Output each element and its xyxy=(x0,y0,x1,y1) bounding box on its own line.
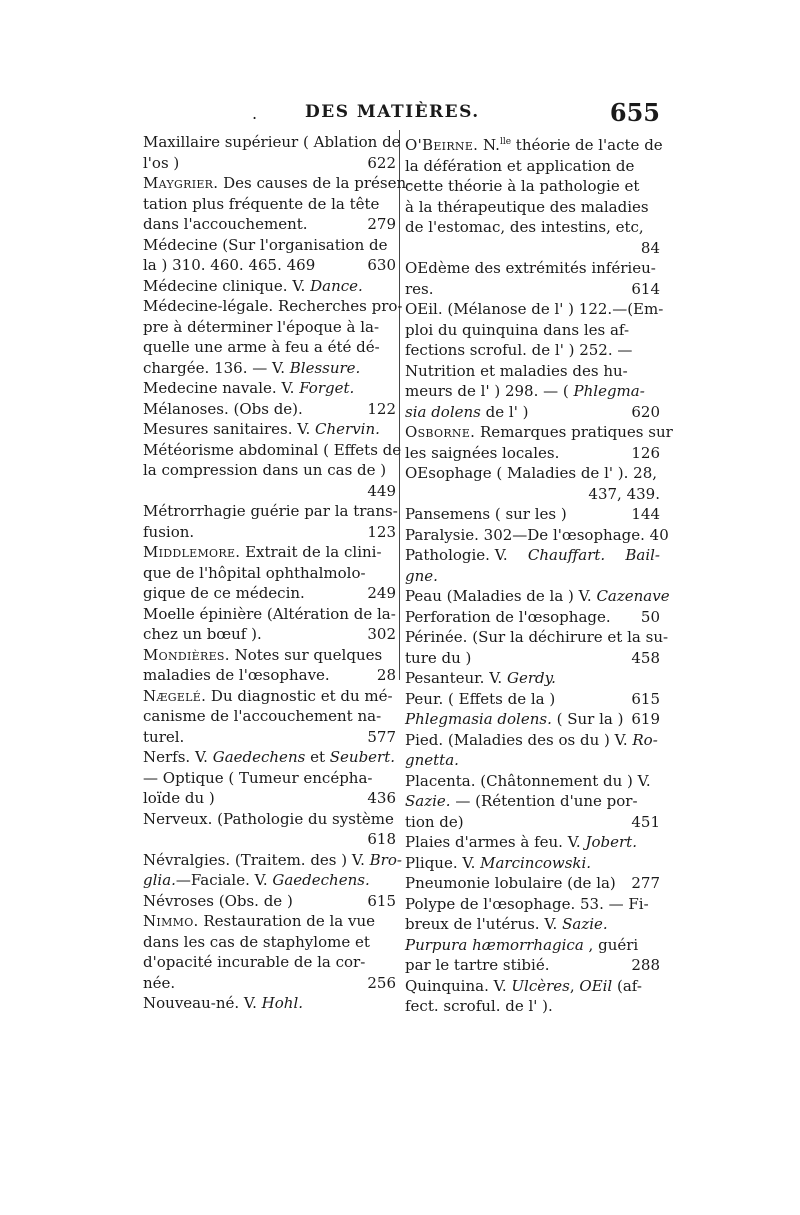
entry-page: 630 xyxy=(367,256,396,274)
index-entry xyxy=(405,525,669,546)
index-entry xyxy=(405,894,660,935)
index-entry xyxy=(405,668,660,689)
index-entry xyxy=(143,911,396,993)
cross-reference: Bail- xyxy=(625,546,660,564)
entry-page: 123 xyxy=(367,522,396,541)
cross-reference: Purpura hæmorrhagica xyxy=(405,935,584,954)
entry-text: Plaies d'armes à feu. V. xyxy=(405,833,586,851)
entry-text: , xyxy=(569,976,580,995)
author-name: Middlemore. xyxy=(143,543,241,561)
entry-page: 451 xyxy=(631,812,660,831)
entry-page: 277 xyxy=(631,874,660,892)
entry-text: pre à déterminer l'époque à la- xyxy=(143,317,380,336)
entry-text: Placenta. (Châtonnement du ) V. xyxy=(405,771,651,790)
entry-text: Maxillaire supérieur ( Ablation de xyxy=(143,133,401,151)
index-entry xyxy=(143,276,396,297)
entry-text: Pesanteur. V. xyxy=(405,669,507,687)
entry-text: quelle une arme à feu a été dé- xyxy=(143,338,380,356)
index-entry xyxy=(143,891,396,912)
entry-text: Du diagnostic et du mé- xyxy=(206,686,393,705)
entry-text: (af- xyxy=(612,976,642,995)
index-entry xyxy=(405,832,660,853)
index-entry xyxy=(143,604,396,645)
entry-text: Extrait de la clini- xyxy=(240,543,382,561)
header-title: DES MATIÈRES. xyxy=(305,102,480,122)
entry-text: Des causes de la présen- xyxy=(218,174,412,192)
cross-reference: Hohl. xyxy=(261,994,304,1012)
entry-text: ture du ) xyxy=(405,648,472,667)
index-entry xyxy=(405,709,660,730)
entry-text: maladies de l'œsophave. xyxy=(143,666,330,684)
header-dot: . xyxy=(252,104,258,123)
entry-text: la ) 310. 460. 465. 469 xyxy=(143,256,316,274)
superscript: lle xyxy=(499,137,512,147)
index-entry xyxy=(143,132,401,173)
index-entry xyxy=(143,542,396,604)
index-entry xyxy=(405,258,660,299)
cross-reference: Gaedechens xyxy=(212,748,306,766)
index-entry xyxy=(405,689,660,710)
cross-reference: Marcincowski. xyxy=(480,853,592,872)
entry-text: loïde du ) xyxy=(143,789,215,807)
entry-text: N. xyxy=(478,136,500,154)
entry-page: 449 xyxy=(367,481,396,500)
entry-text: Nouveau-né. V. xyxy=(143,994,262,1012)
index-entry xyxy=(143,850,402,891)
entry-text: Pathologie. V. xyxy=(405,546,508,564)
entry-text: Peau (Maladies de la ) V. xyxy=(405,587,597,605)
cross-reference: Blessure. xyxy=(289,358,361,377)
entry-text: turel. xyxy=(143,727,185,746)
entry-text: Perforation de l'œsophage. xyxy=(405,607,611,626)
entry-text: Pansemens ( sur les ) xyxy=(405,505,567,523)
index-entry xyxy=(143,235,396,276)
entry-text: OEdème des extrémités inférieu- xyxy=(405,259,656,277)
entry-text: tion de) xyxy=(405,812,464,831)
index-entry xyxy=(405,132,663,258)
entry-text: breux de l'utérus. V. xyxy=(405,915,563,933)
entry-text: — Optique ( Tumeur encépha- xyxy=(143,768,373,787)
cross-reference: glia. xyxy=(143,871,176,889)
index-entry xyxy=(143,747,396,768)
entry-text: Mélanoses. (Obs de). xyxy=(143,399,303,418)
index-entry xyxy=(405,730,660,771)
cross-reference: sia dolens xyxy=(405,402,481,421)
entry-text: de l'estomac, des intestins, etc, xyxy=(405,218,644,236)
entry-text: —Faciale. V. xyxy=(175,871,273,889)
author-name: Nægelé. xyxy=(143,686,207,705)
author-name: Maygrier. xyxy=(143,174,219,192)
index-entry xyxy=(405,504,660,525)
index-entry xyxy=(405,627,669,668)
entry-text: Polype de l'œsophage. 53. — Fi- xyxy=(405,894,649,913)
entry-page: 615 xyxy=(631,689,660,708)
page-number: 655 xyxy=(609,98,660,127)
entry-text: OEil. (Mélanose de l' ) 122.—(Em- xyxy=(405,300,664,318)
index-entry xyxy=(405,853,660,874)
index-entry xyxy=(143,399,396,420)
entry-pages: 437, 439. xyxy=(588,484,660,503)
index-entry xyxy=(405,299,664,422)
entry-text: Névralgies. (Traitem. des ) V. xyxy=(143,850,370,869)
entry-text: meurs de l' ) 298. — ( xyxy=(405,382,574,400)
entry-page: 279 xyxy=(367,215,396,233)
entry-page: 620 xyxy=(631,402,660,421)
entry-text: Restauration de la vue xyxy=(198,912,376,930)
entry-text: — (Rétention d'une por- xyxy=(450,792,638,810)
cross-reference: Seubert. xyxy=(329,748,396,766)
index-entry xyxy=(143,378,396,399)
index-entry xyxy=(405,873,660,894)
entry-page: 615 xyxy=(367,891,396,910)
entry-text: chez un bœuf ). xyxy=(143,625,262,643)
entry-text: Notes sur quelques xyxy=(229,645,383,664)
cross-reference: Ro- xyxy=(632,730,658,749)
entry-text: Nutrition et maladies des hu- xyxy=(405,361,628,380)
entry-text: par le tartre stibié. xyxy=(405,956,550,974)
index-entry xyxy=(143,645,396,686)
entry-text: chargée. 136. — V. xyxy=(143,358,290,377)
cross-reference: Gerdy. xyxy=(506,669,556,687)
entry-page: 126 xyxy=(631,443,660,462)
entry-page: 618 xyxy=(367,830,396,848)
index-entry xyxy=(143,993,396,1014)
entry-text: Névroses (Obs. de ) xyxy=(143,891,293,910)
entry-text: dans les cas de staphylome et xyxy=(143,932,370,951)
entry-page: 249 xyxy=(367,584,396,602)
entry-text: les saignées locales. xyxy=(405,443,560,462)
author-name: Mondières. xyxy=(143,645,230,664)
cross-reference: Dance. xyxy=(310,276,363,295)
index-entry xyxy=(405,586,670,607)
entry-text: cette théorie à la pathologie et xyxy=(405,177,640,195)
entry-text: Médecine (Sur l'organisation de xyxy=(143,235,388,254)
entry-text: tation plus fréquente de la tête xyxy=(143,194,380,213)
entry-text: , guéri xyxy=(583,935,639,954)
entry-page: 288 xyxy=(631,956,660,974)
index-entry xyxy=(143,440,402,502)
entry-page: 622 xyxy=(367,153,396,172)
entry-text: dans l'accouchement. xyxy=(143,215,308,233)
entry-text: et xyxy=(305,748,330,766)
cross-reference: Phlegmasia dolens. xyxy=(405,710,552,728)
entry-text: théorie de l'acte de xyxy=(511,136,663,154)
cross-reference: Sazie. xyxy=(562,915,608,933)
entry-text: de l' ) xyxy=(480,402,529,421)
cross-reference: Phlegma- xyxy=(573,382,645,400)
entry-text: fections scroful. de l' ) 252. — xyxy=(405,341,633,359)
index-column-left xyxy=(143,132,412,1014)
entry-text: res. xyxy=(405,279,434,298)
entry-page: 619 xyxy=(631,710,660,728)
entry-text: la défération et application de xyxy=(405,156,635,175)
author-name: O'Beirne. xyxy=(405,136,479,154)
index-entry xyxy=(405,935,660,976)
entry-text: Paralysie. 302—De l'œsophage. 40 xyxy=(405,525,669,544)
cross-reference: Sazie. xyxy=(405,792,451,810)
entry-text: à la thérapeutique des maladies xyxy=(405,197,649,216)
index-column-right xyxy=(405,132,673,1017)
index-entry xyxy=(405,422,673,463)
entry-page: 50 xyxy=(640,607,660,626)
index-entry xyxy=(143,809,396,850)
entry-text: que de l'hôpital ophthalmolo- xyxy=(143,563,366,582)
index-entry xyxy=(405,976,660,1017)
cross-reference: Ulcères xyxy=(511,976,570,995)
entry-page: 84 xyxy=(640,238,660,257)
author-name: Osborne. xyxy=(405,423,476,441)
cross-reference: Cazenave xyxy=(596,587,670,605)
author-name: Nimmo. xyxy=(143,912,199,930)
entry-text: Météorisme abdominal ( Effets de xyxy=(143,440,402,459)
entry-text: canisme de l'accouchement na- xyxy=(143,707,382,725)
column-divider xyxy=(399,130,400,680)
index-entry xyxy=(405,771,660,833)
entry-text: Médecine clinique. V. xyxy=(143,276,311,295)
entry-text: OEsophage ( Maladies de l' ). 28, xyxy=(405,464,658,482)
entry-text: la compression dans un cas de ) xyxy=(143,461,387,479)
cross-reference: gnetta. xyxy=(405,751,459,769)
entry-page: 122 xyxy=(367,399,396,418)
entry-text: fect. scroful. de l' ). xyxy=(405,997,553,1015)
entry-text: Mesures sanitaires. V. xyxy=(143,420,316,438)
entry-text: Remarques pratiques sur xyxy=(475,423,673,441)
cross-reference: Chauffart. xyxy=(527,546,606,564)
cross-reference: Forget. xyxy=(299,379,355,397)
entry-text: Médecine-légale. Recherches pro- xyxy=(143,297,403,315)
entry-page: 144 xyxy=(631,505,660,523)
entry-page: 458 xyxy=(631,648,660,667)
index-entry xyxy=(143,501,396,542)
entry-text: Quinquina. V. xyxy=(405,976,512,995)
entry-text: d'opacité incurable de la cor- xyxy=(143,953,366,971)
entry-text: l'os ) xyxy=(143,153,180,172)
entry-text: née. xyxy=(143,973,176,992)
cross-reference: Bro- xyxy=(369,850,402,869)
entry-text: Périnée. (Sur la déchirure et la su- xyxy=(405,628,669,646)
cross-reference: Chervin. xyxy=(315,420,380,438)
cross-reference: OEil xyxy=(579,976,613,995)
cross-reference: gne. xyxy=(405,566,438,585)
index-entry xyxy=(405,607,660,628)
entry-text: Nerveux. (Pathologie du système xyxy=(143,809,394,828)
entry-page: 614 xyxy=(631,279,660,298)
entry-text: ploi du quinquina dans les af- xyxy=(405,320,630,339)
entry-text: gique de ce médecin. xyxy=(143,584,305,602)
entry-text: Plique. V. xyxy=(405,853,481,872)
index-entry xyxy=(405,545,660,586)
index-entry xyxy=(143,686,396,748)
index-entry xyxy=(143,296,403,378)
entry-page: 436 xyxy=(367,789,396,807)
entry-text: Métrorrhagie guérie par la trans- xyxy=(143,502,398,520)
entry-page: 577 xyxy=(367,727,396,746)
entry-page: 302 xyxy=(367,625,396,643)
entry-text: Pneumonie lobulaire (de la) xyxy=(405,874,616,892)
cross-reference: Jobert. xyxy=(585,833,637,851)
cross-reference: Gaedechens. xyxy=(272,871,370,889)
entry-text: Peur. ( Effets de la ) xyxy=(405,689,556,708)
index-entry xyxy=(405,463,660,504)
index-entry xyxy=(143,419,396,440)
entry-text: ( Sur la ) xyxy=(551,710,624,728)
entry-text: fusion. xyxy=(143,522,195,541)
entry-text: Pied. (Maladies des os du ) V. xyxy=(405,730,633,749)
entry-text: Nerfs. V. xyxy=(143,748,213,766)
entry-text: Medecine navale. V. xyxy=(143,379,300,397)
running-header xyxy=(135,100,660,130)
entry-page: 256 xyxy=(367,973,396,992)
index-entry xyxy=(143,173,412,235)
index-entry xyxy=(143,768,396,809)
entry-text: Moelle épinière (Altération de la- xyxy=(143,604,396,623)
entry-page: 28 xyxy=(376,666,396,684)
